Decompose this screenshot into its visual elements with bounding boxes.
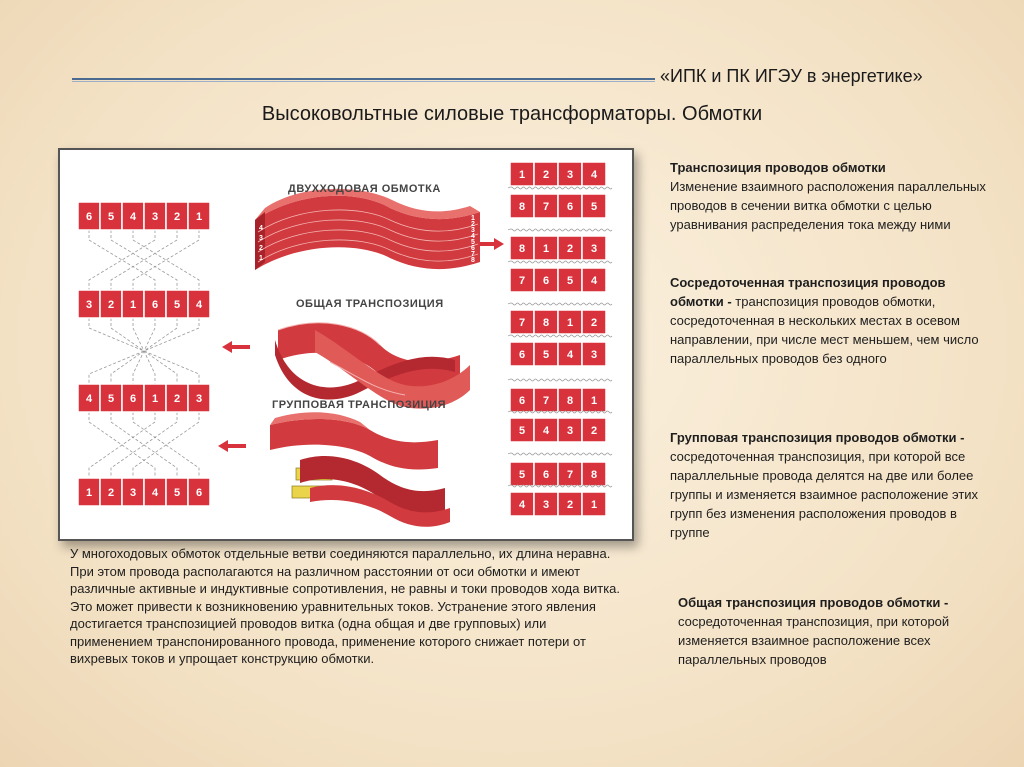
conductor-number: 7 [566,469,574,481]
break-line [508,229,612,231]
conductor-number: 6 [129,393,137,405]
general-transposition-coil [275,323,470,409]
transposition-figure [58,148,634,541]
conductor-number: 3 [542,499,550,511]
conductor-number: 4 [566,349,574,361]
conductor-number: 2 [590,425,598,437]
break-line [508,187,612,189]
label-group-transposition: ГРУППОВАЯ ТРАНСПОЗИЦИЯ [272,399,446,411]
conductor-number: 7 [542,395,550,407]
conductor-number: 4 [518,499,526,511]
caption-text: У многоходовых обмоток отдельные ветви соединяются параллельно, их длина неравна. При этом провода располагаются на различном расстоянии от оси обмотки и имеют различные активные и индуктивные сопротивления, не равны и токи проводов хода витка. Это может привести к возникновению уравнительных токов. Устранение этого явления достигается транспозицией проводов витка (одна общая и две групповых) или применением транспонированного провода, применение которого снижает потери от вихревых токов и упрощает конструкцию обмотки. [70,546,621,666]
conductor-number: 8 [590,469,598,481]
conductor-number: 2 [566,243,574,255]
conductor-number: 1 [151,393,159,405]
definition-text: Изменение взаимного расположения параллельных проводов в сечении витка обмотки с целью уравнивания распределения тока между ними [670,179,986,232]
conductor-number: 3 [590,349,598,361]
conductor-number: 4 [129,211,137,223]
conductor-number: 3 [566,169,574,181]
conductor-number: 4 [590,275,598,287]
conductor-number: 1 [195,211,203,223]
label-general-transposition: ОБЩАЯ ТРАНСПОЗИЦИЯ [296,298,444,310]
arrow-left-icon [218,440,246,452]
arrow-right-icon [480,238,504,250]
conductor-number: 3 [590,243,598,255]
definition-term: Сосредоточенная транспозиция проводов обмотки - [670,275,946,309]
coil-conductor-number: 8 [471,257,475,264]
conductor-number: 4 [85,393,93,405]
definition-text: сосредоточенная транспозиция, при которой все параллельные провода делятся на две или более группы и изменяется взаимное расположение этих групп без изменения расположения проводов в группе [670,449,979,540]
conductor-number: 1 [518,169,526,181]
conductor-number: 5 [107,393,115,405]
conductor-number: 6 [542,469,550,481]
conductor-number: 2 [107,299,115,311]
definition-text: транспозиция проводов обмотки, сосредоточенная в нескольких местах в осевом направлении, при числе мест меньшем, чем число параллельных проводов без одного [670,294,979,366]
group-transposition-coil [270,412,450,527]
coil-conductor-number: 2 [471,221,475,228]
wire-path [133,230,199,290]
conductor-number: 6 [151,299,159,311]
conductor-number: 8 [518,243,526,255]
conductor-number: 8 [566,395,574,407]
conductor-number: 3 [129,487,137,499]
break-line [508,335,612,337]
wire-path [111,230,177,290]
conductor-number: 1 [566,317,574,329]
wire-path [111,412,177,478]
transposition-diagram [60,150,632,539]
conductor-number: 4 [195,299,203,311]
conductor-number: 3 [566,425,574,437]
coil-conductor-number: 6 [471,245,475,252]
conductor-number: 3 [85,299,93,311]
conductor-number: 7 [518,317,526,329]
arrow-left-icon [222,341,250,353]
coil-conductor-number: 2 [259,245,263,252]
conductor-number: 5 [173,487,181,499]
wire-path [133,230,199,290]
conductor-number: 2 [566,499,574,511]
definition-general-transposition [678,593,1008,669]
conductor-number: 1 [129,299,137,311]
conductor-number: 7 [518,275,526,287]
conductor-number: 4 [590,169,598,181]
definition-text: сосредоточенная транспозиция, при которой изменяется взаимное расположение всех параллельных проводов [678,614,950,667]
coil-conductor-number: 4 [259,225,263,232]
conductor-number: 7 [542,201,550,213]
conductor-number: 1 [590,499,598,511]
conductor-number: 3 [151,211,159,223]
definition-group-transposition [670,428,1000,542]
conductor-number: 4 [151,487,159,499]
wire-path [133,412,199,478]
conductor-number: 5 [518,469,526,481]
page-title: Высоковольтные силовые трансформаторы. Обмотки [261,103,763,125]
conductor-number: 5 [518,425,526,437]
conductor-number: 2 [542,169,550,181]
definition-term: Групповая транспозиция проводов обмотки - [670,430,965,445]
conductor-number: 6 [195,487,203,499]
conductor-number: 2 [590,317,598,329]
conductor-number: 6 [518,395,526,407]
conductor-number: 8 [542,317,550,329]
definition-transposition [670,158,1000,234]
wire-path [89,230,155,290]
definition-term: Транспозиция проводов обмотки [670,160,886,175]
conductor-number: 5 [173,299,181,311]
label-two-pass-winding: ДВУХХОДОВАЯ ОБМОТКА [288,183,441,195]
conductor-number: 6 [566,201,574,213]
wire-path [111,318,177,384]
break-line [508,303,612,305]
definition-term: Общая транспозиция проводов обмотки - [678,595,949,610]
header-divider [72,78,655,80]
two-pass-winding-coil [255,189,480,270]
conductor-number: 2 [173,211,181,223]
coil-conductor-number: 4 [471,233,475,240]
wire-path [89,230,155,290]
break-line [508,379,612,381]
wire-path [111,230,177,290]
conductor-number: 5 [542,349,550,361]
conductor-number: 5 [590,201,598,213]
conductor-number: 8 [518,201,526,213]
conductor-number: 5 [566,275,574,287]
conductor-number: 3 [195,393,203,405]
conductor-number: 1 [542,243,550,255]
coil-conductor-number: 1 [259,255,263,262]
conductor-number: 1 [85,487,93,499]
coil-conductor-number: 7 [471,251,475,258]
conductor-number: 6 [518,349,526,361]
organization-title: «ИПК и ПК ИГЭУ в энергетике» [660,66,923,86]
wire-path [89,412,155,478]
coil-conductor-number: 5 [471,239,475,246]
break-line [508,453,612,455]
definition-concentrated-transposition [670,273,1000,368]
conductor-number: 6 [85,211,93,223]
break-line [508,261,612,263]
coil-conductor-number: 1 [471,215,475,222]
coil-conductor-number: 3 [471,227,475,234]
conductor-number: 2 [173,393,181,405]
coil-conductor-number: 3 [259,235,263,242]
conductor-number: 2 [107,487,115,499]
conductor-number: 5 [107,211,115,223]
conductor-number: 4 [542,425,550,437]
conductor-number: 1 [590,395,598,407]
conductor-number: 6 [542,275,550,287]
